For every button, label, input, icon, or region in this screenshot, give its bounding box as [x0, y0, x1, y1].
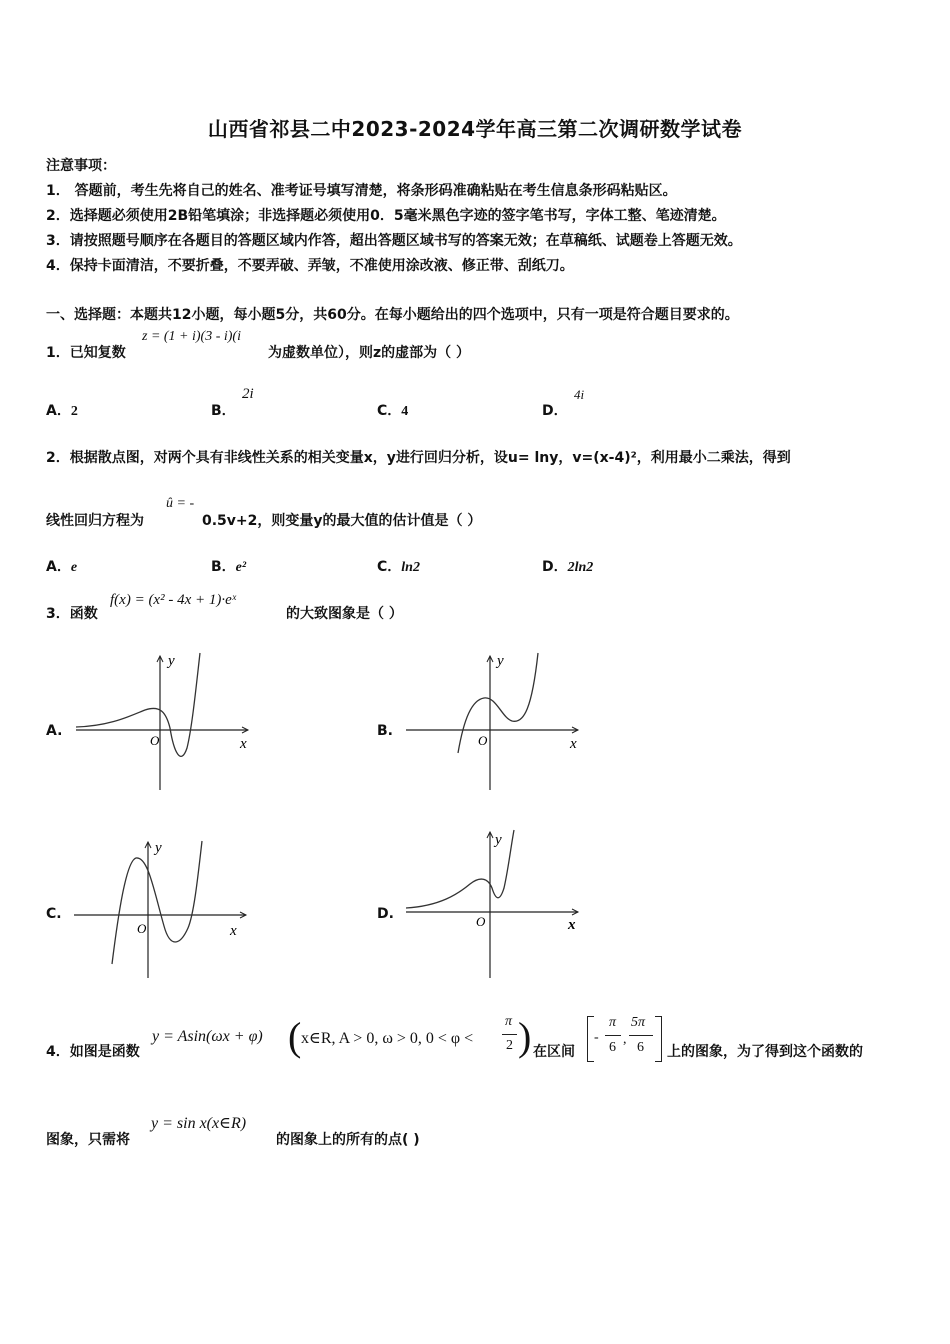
q2-option-b[interactable]: [211, 556, 246, 576]
q3-prefix: 3．函数: [46, 606, 98, 622]
q4-line2-suffix: 的图象上的所有的点( ): [276, 1132, 420, 1148]
q4-formula: y = Asin(ωx + φ): [152, 1028, 263, 1045]
q1-option-b[interactable]: [211, 400, 236, 420]
y-label: y: [168, 653, 175, 669]
q2-option-a[interactable]: [46, 556, 77, 576]
y-label: y: [495, 832, 502, 848]
option-label: D．: [542, 403, 568, 419]
y-label: y: [155, 840, 162, 856]
option-value: e: [70, 560, 78, 575]
q3-graph-b[interactable]: [400, 648, 590, 793]
curve: [76, 653, 200, 756]
option-label: A．: [46, 403, 71, 419]
q4-interval-comma: ,: [623, 1032, 627, 1047]
q3-graph-c-label[interactable]: C.: [46, 906, 62, 922]
q4-cond-open-paren: (: [288, 1014, 302, 1059]
q2-line2-prefix: 线性回归方程为: [46, 513, 144, 529]
option-label: B．: [211, 559, 236, 575]
q1-prefix: 1．已知复数: [46, 345, 126, 361]
q4-interval-frac2-bar: [629, 1035, 653, 1036]
note-item-2: 2．选择题必须使用2B铅笔填涂；非选择题必须使用0．5毫米黑色字迹的签字笔书写，字体工整、笔迹清楚。: [46, 208, 726, 224]
q2-line2-suffix: 0.5v+2，则变量y的最大值的估计值是（ ）: [202, 513, 482, 529]
note-item-1: 1． 答题前，考生先将自己的姓名、准考证号填写清楚，将条形码准确粘贴在考生信息条形码粘贴区。: [46, 183, 677, 199]
option-value: 2: [70, 404, 78, 419]
q4-condition: x∈R, A > 0, ω > 0, 0 < φ <: [301, 1030, 474, 1047]
x-label: x: [570, 736, 577, 752]
x-label: x: [568, 917, 576, 933]
q4-prefix: 4．如图是函数: [46, 1044, 140, 1060]
origin-label: O: [478, 733, 488, 748]
q4-interval-frac1-num: π: [609, 1015, 617, 1030]
note-item-4: 4．保持卡面清洁，不要折叠，不要弄破、弄皱，不准使用涂改液、修正带、刮纸刀。: [46, 258, 574, 274]
q3-graph-d-label[interactable]: D.: [377, 906, 394, 922]
q4-cond-frac-num: π: [505, 1014, 513, 1029]
q3-graph-a[interactable]: [70, 648, 260, 793]
q1-suffix: 为虚数单位），则z的虚部为（ ）: [268, 345, 471, 361]
q1-option-d-value: 4i: [574, 387, 585, 402]
origin-label: O: [476, 914, 486, 929]
q4-mid: 在区间: [533, 1044, 575, 1060]
q4-cond-frac-den: 2: [506, 1038, 513, 1053]
section-heading: 一、选择题：本题共12小题，每小题5分，共60分。在每小题给出的四个选项中，只有一项是符合题目要求的。: [46, 307, 739, 323]
option-label: C．: [377, 403, 402, 419]
option-value: 2ln2: [567, 560, 594, 575]
note-item-3: 3．请按照题号顺序在各题目的答题区域内作答，超出答题区域书写的答案无效；在草稿纸、试题卷上答题无效。: [46, 233, 742, 249]
q4-interval-frac2-num: 5π: [631, 1015, 646, 1030]
notes-heading: 注意事项：: [46, 158, 116, 174]
curve: [112, 841, 202, 964]
q4-cond-frac-bar: [502, 1034, 517, 1035]
q4-suffix: 上的图象，为了得到这个函数的: [667, 1044, 863, 1060]
q3-graph-a-label[interactable]: A.: [46, 723, 63, 739]
option-value: e²: [235, 560, 247, 575]
q1-option-b-value: 2i: [242, 386, 254, 402]
q3-formula: f(x) = (x² - 4x + 1)·eˣ: [110, 592, 236, 608]
origin-label: O: [150, 733, 160, 748]
q4-interval-frac1-den: 6: [609, 1040, 616, 1055]
q2-option-d[interactable]: [542, 556, 593, 576]
q4-interval-close-bracket: [655, 1016, 662, 1062]
q4-interval-open-bracket: [587, 1016, 594, 1062]
q4-interval-frac1-bar: [605, 1035, 621, 1036]
option-label: C．: [377, 559, 402, 575]
q3-suffix: 的大致图象是（ ）: [286, 606, 403, 622]
q4-cond-close-paren: ): [518, 1014, 532, 1059]
option-value: 4: [401, 404, 409, 419]
x-label: x: [230, 923, 237, 939]
q2-line2-formula: û = -: [166, 496, 195, 511]
option-label: D．: [542, 559, 568, 575]
q4-line2-prefix: 图象，只需将: [46, 1132, 130, 1148]
option-label: B．: [211, 403, 236, 419]
q1-option-d[interactable]: [542, 400, 568, 420]
option-value: ln2: [401, 560, 420, 575]
q1-option-c[interactable]: [377, 400, 408, 420]
q2-line1: 2．根据散点图，对两个具有非线性关系的相关变量x，y进行回归分析，设u= lny，v=(x-4)²，利用最小二乘法，得到: [46, 450, 791, 466]
x-label: x: [240, 736, 247, 752]
q1-formula: z = (1 + i)(3 - i)(i: [142, 329, 241, 344]
q3-graph-d[interactable]: [400, 826, 590, 981]
q2-option-c[interactable]: [377, 556, 420, 576]
page-title: 山西省祁县二中2023-2024学年高三第二次调研数学试卷: [207, 117, 743, 141]
y-label: y: [497, 653, 504, 669]
option-label: A．: [46, 559, 71, 575]
q4-interval-neg: -: [594, 1030, 599, 1045]
origin-label: O: [137, 921, 147, 936]
q1-option-a[interactable]: [46, 400, 78, 420]
q4-interval-frac2-den: 6: [637, 1040, 644, 1055]
q3-graph-c[interactable]: [70, 836, 260, 981]
q3-graph-b-label[interactable]: B.: [377, 723, 393, 739]
q4-line2-formula: y = sin x(x∈R): [151, 1115, 247, 1132]
